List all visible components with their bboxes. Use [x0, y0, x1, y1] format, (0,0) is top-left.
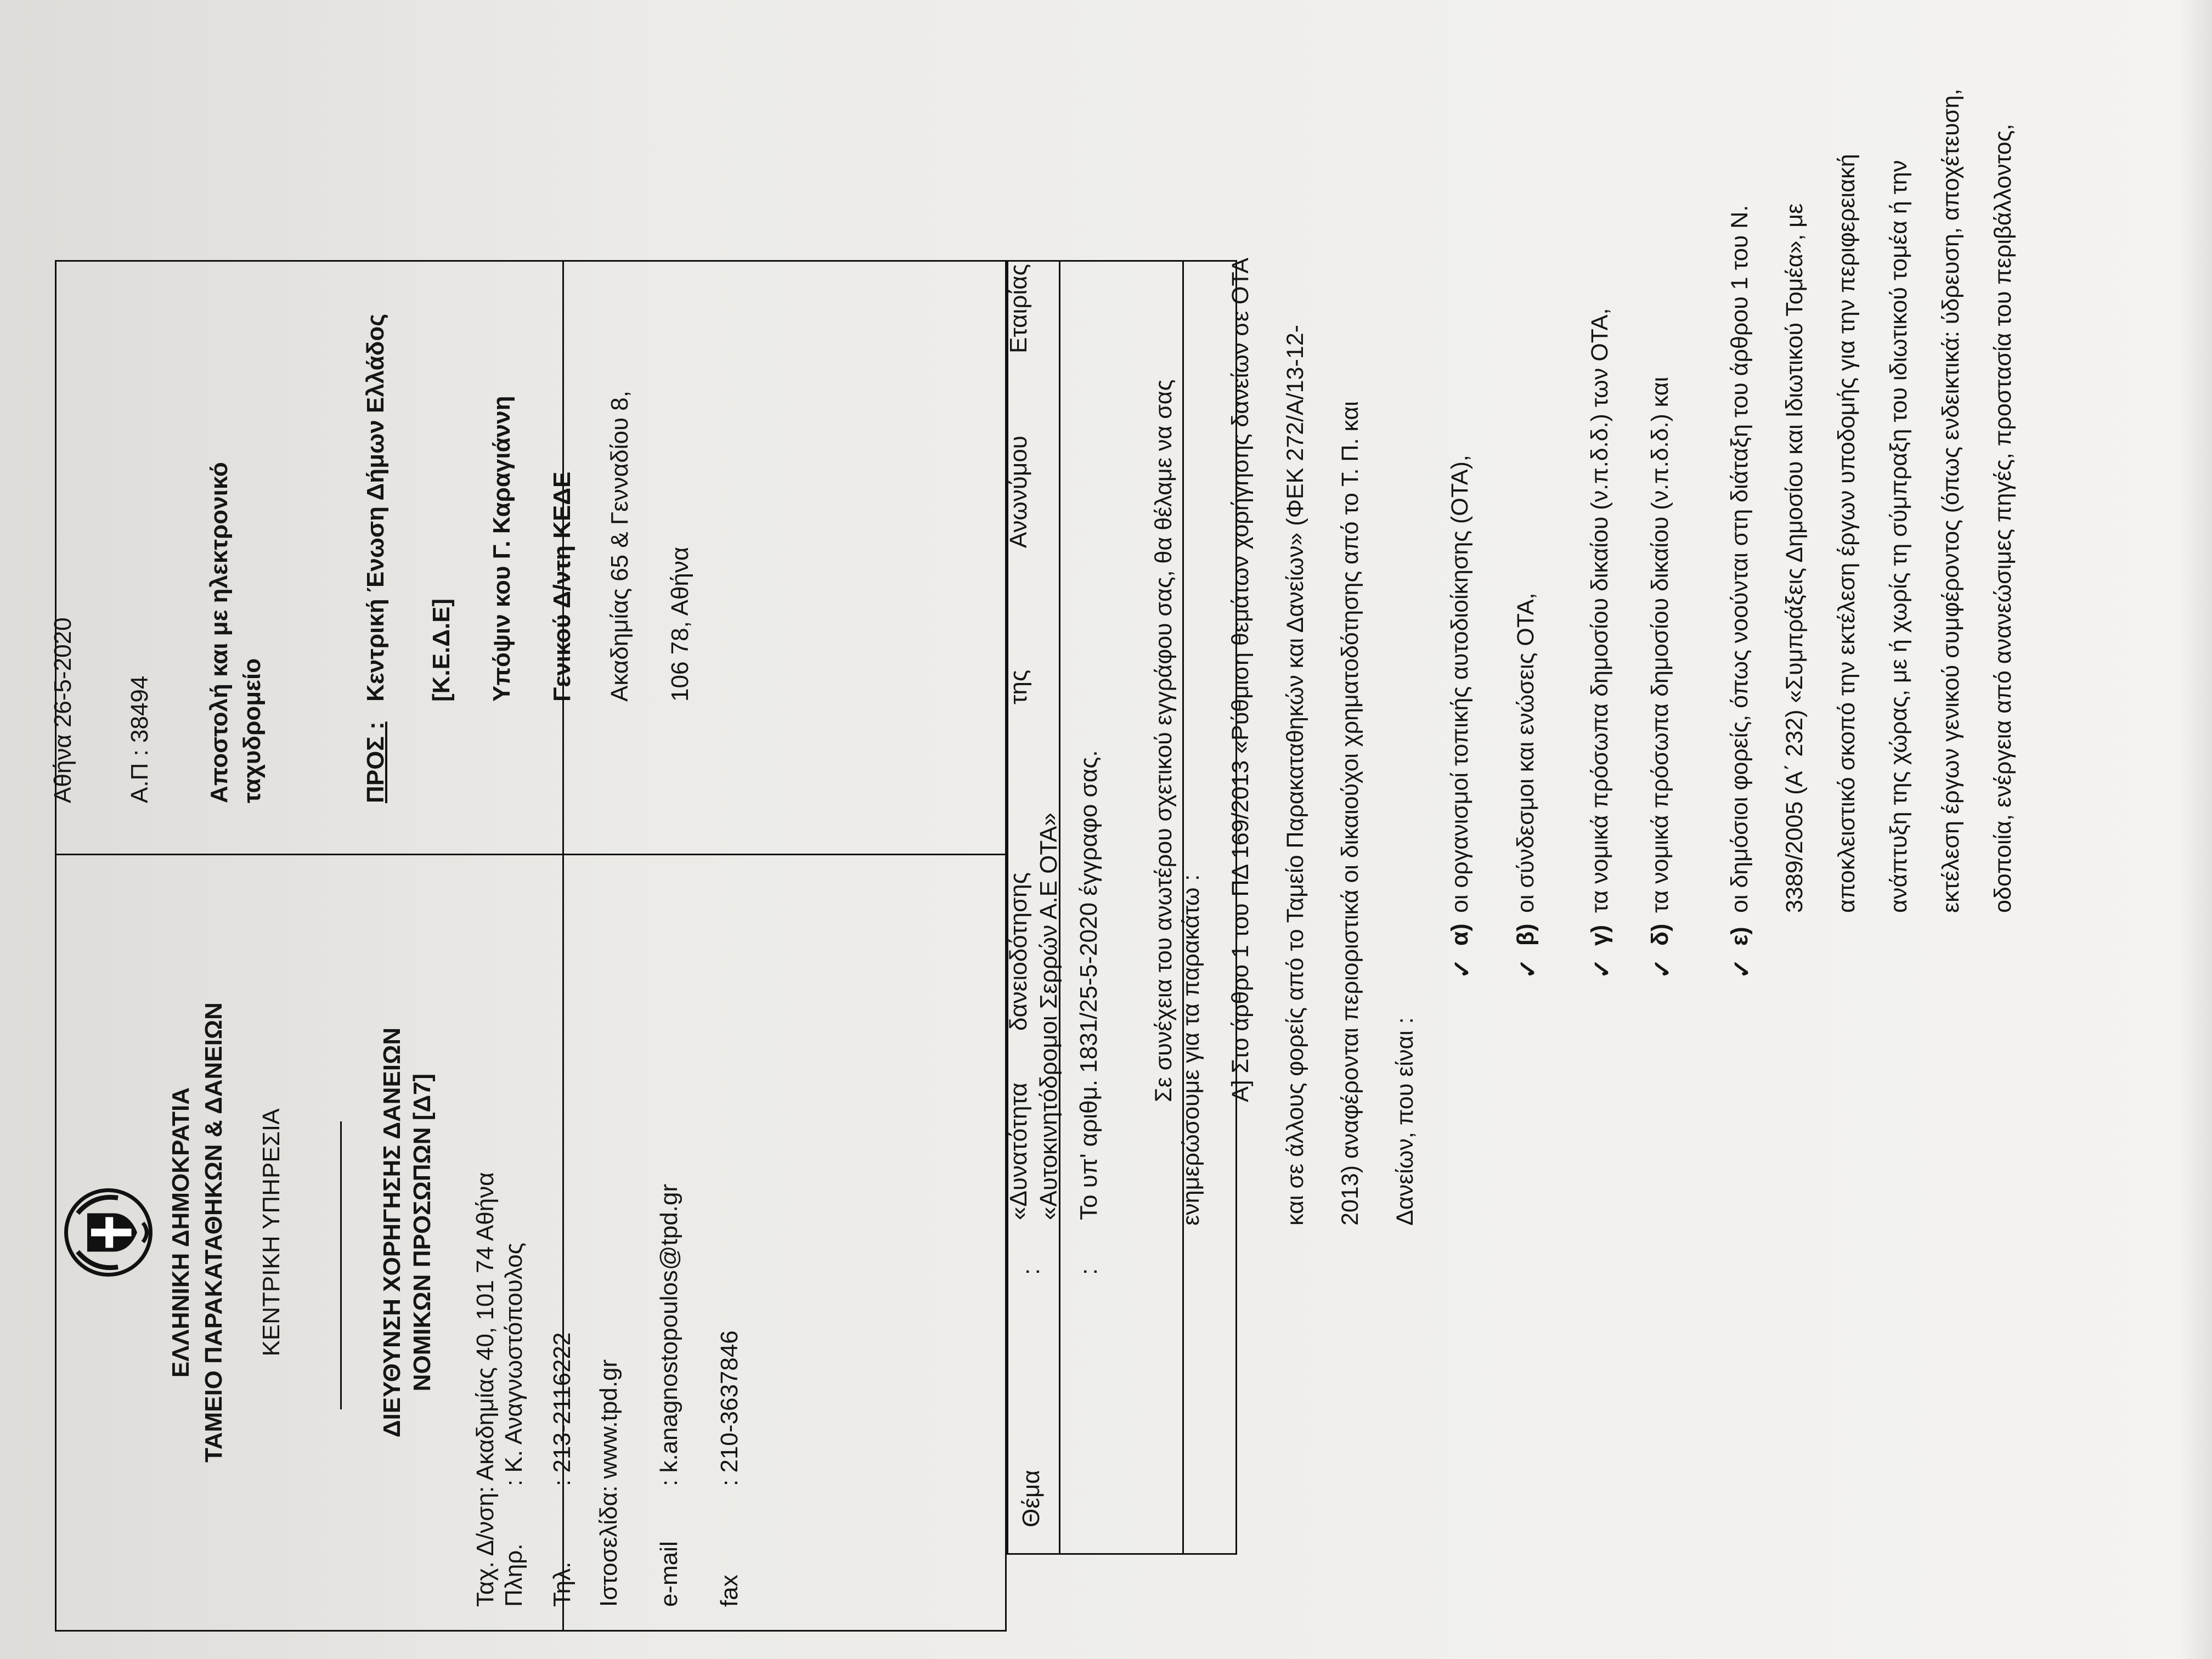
- subject-word-1: «Δυνατότητα: [1005, 1082, 1032, 1220]
- item-c-text: τα νομικά πρόσωπα δημοσίου δικαίου (ν.π.δ.δ.) των ΟΤΑ,: [1587, 308, 1613, 913]
- recipient-street: Ακαδημίας 65 & Γενναδίου 8,: [606, 391, 633, 702]
- tel-value: : 213-2116222: [549, 1332, 575, 1486]
- item-e-line5: εκτέλεση έργων γενικού συμφέροντος (όπως ενδεικτικά: ύδρευση, αποχέτευση,: [1938, 88, 1964, 913]
- item-e-line6: οδοποιία, ενέργεια από ανανεώσιμες πηγές, προστασία του περιβάλλοντος,: [1990, 123, 2016, 913]
- body-p1-line1: Σε συνέχεια του ανωτέρου σχετικού εγγράφου σας, θα θέλαμε να σας: [1150, 379, 1177, 1102]
- body-p1-line2: ενημερώσουμε για τα παρακάτω :: [1178, 874, 1204, 1226]
- subject-label: Θέμα: [1018, 1470, 1045, 1527]
- recipient-abbr: [Κ.Ε.Δ.Ε]: [428, 598, 455, 702]
- recipient-attn: Υπόψιν κου Γ. Καραγιάννη: [488, 396, 515, 702]
- header-column-divider: [55, 854, 1007, 855]
- recipient-label: ΠΡΟΣ :: [362, 721, 389, 803]
- subject-ref-colon: :: [1075, 1268, 1102, 1275]
- item-e-line2: 3389/2005 (Α΄ 232) «Συμπράξεις Δημοσίου και Ιδιωτικού Τομέα», με: [1781, 203, 1808, 913]
- info-label: Πληρ.: [500, 1543, 527, 1607]
- item-e-line1: οι δημόσιοι φορείς, όπως νοούνται στη διάταξη του άρθρου 1 του Ν.: [1726, 205, 1753, 913]
- body-p2-line4: Δανείων, που είναι :: [1392, 1017, 1418, 1226]
- sender-rule: [340, 1121, 342, 1409]
- item-e-line4: ανάπτυξη της χώρας, με ή χωρίς τη σύμπραξη του ιδιωτικού τομέα ή την: [1886, 160, 1912, 913]
- check-icon: ✓: [1729, 958, 1756, 979]
- sender-line2: ΤΑΜΕΙΟ ΠΑΡΑΚΑΤΑΘΗΚΩΝ & ΔΑΝΕΙΩΝ: [200, 1002, 227, 1463]
- item-d-label: δ): [1647, 923, 1673, 946]
- sender-line3: ΚΕΝΤΡΙΚΗ ΥΠΗΡΕΣΙΑ: [258, 1108, 285, 1357]
- item-d-text: τα νομικά πρόσωπα δημοσίου δικαίου (ν.π.δ.δ.) και: [1647, 376, 1673, 913]
- item-e-line3: αποκλειστικό σκοπό την εκτέλεση έργων υποδομής για την περιφερειακή: [1833, 154, 1860, 913]
- date: Αθήνα 26-5-2020: [49, 617, 76, 803]
- subject-word-2: δανειοδότησης: [1005, 872, 1032, 1031]
- sender-address: Ταχ. Δ/νση: Ακαδημίας 40, 101 74 Αθήνα: [472, 1172, 499, 1607]
- check-icon: ✓: [1649, 958, 1676, 979]
- recipient-role: Γενικού Δ/ντη ΚΕΔΕ: [549, 471, 575, 702]
- recipient-name: Κεντρική Ένωση Δήμων Ελλάδος: [362, 313, 389, 702]
- item-a-text: οι οργανισμοί τοπικής αυτοδιοίκησης (ΟΤΑ),: [1447, 455, 1473, 913]
- subject-line2: «Αυτοκινητόδρομοι Σερρών Α.Ε ΟΤΑ»: [1035, 812, 1062, 1220]
- ref-number: Α.Π : 38494: [126, 675, 153, 803]
- body-p2-line1: Α] Στο άρθρο 1 του ΠΔ 169/2013 «Ρύθμιση θεμάτων χορήγησης δανείων σε ΟΤΑ: [1227, 257, 1254, 1102]
- dept-line1: ΔΙΕΥΘΥΝΣΗ ΧΟΡΗΓΗΣΗΣ ΔΑΝΕΙΩΝ: [379, 1027, 405, 1438]
- recipient-city: 106 78, Αθήνα: [667, 546, 693, 702]
- subject-ref: Το υπ' αριθμ. 1831/25-5-2020 έγγραφο σας.: [1075, 750, 1102, 1220]
- item-c-label: γ): [1587, 924, 1613, 946]
- sender-line1: ΕΛΛΗΝΙΚΗ ΔΗΜΟΚΡΑΤΙΑ: [167, 1087, 194, 1378]
- body-p2-line3: 2013) αναφέρονται περιοριστικά οι δικαιούχοι χρηματοδότησης από το Τ. Π. και: [1337, 401, 1363, 1226]
- email-label: e-mail: [656, 1541, 682, 1607]
- info-value: : Κ. Αναγνωστόπουλος: [500, 1243, 527, 1486]
- header-box: [55, 260, 1007, 1632]
- check-icon: ✓: [1589, 958, 1616, 979]
- website: Ιστοσελίδα: www.tpd.gr: [595, 1359, 622, 1607]
- subject-word-3: της: [1005, 669, 1032, 704]
- item-b-label: β): [1513, 923, 1539, 946]
- delivery-line1: Αποστολή και με ηλεκτρονικό: [206, 462, 233, 803]
- delivery-line2: ταχυδρομείο: [239, 658, 266, 803]
- item-e-label: ε): [1726, 927, 1753, 946]
- subject-word-4: Ανωνύμου: [1005, 436, 1032, 548]
- fax-value: : 210-3637846: [716, 1330, 743, 1486]
- item-a-label: α): [1447, 923, 1473, 946]
- check-icon: ✓: [1515, 958, 1542, 979]
- subject-colon: :: [1018, 1268, 1045, 1275]
- dept-line2: ΝΟΜΙΚΩΝ ΠΡΟΣΩΠΩΝ [Δ7]: [409, 1073, 436, 1392]
- item-b-text: οι σύνδεσμοι και ενώσεις ΟΤΑ,: [1513, 592, 1539, 913]
- greek-emblem-icon: [60, 1184, 156, 1280]
- fax-label: fax: [716, 1575, 743, 1607]
- tel-label: Τηλ.: [549, 1561, 575, 1607]
- check-icon: ✓: [1449, 958, 1476, 979]
- body-p2-line2: και σε άλλους φορείς από το Ταμείο Παρακαταθηκών και Δανείων» (ΦΕΚ 272/Α/13-12-: [1282, 325, 1308, 1226]
- subject-word-5: Εταιρίας: [1005, 264, 1032, 353]
- email-value: : k.anagnostopoulos@tpd.gr: [656, 1183, 682, 1486]
